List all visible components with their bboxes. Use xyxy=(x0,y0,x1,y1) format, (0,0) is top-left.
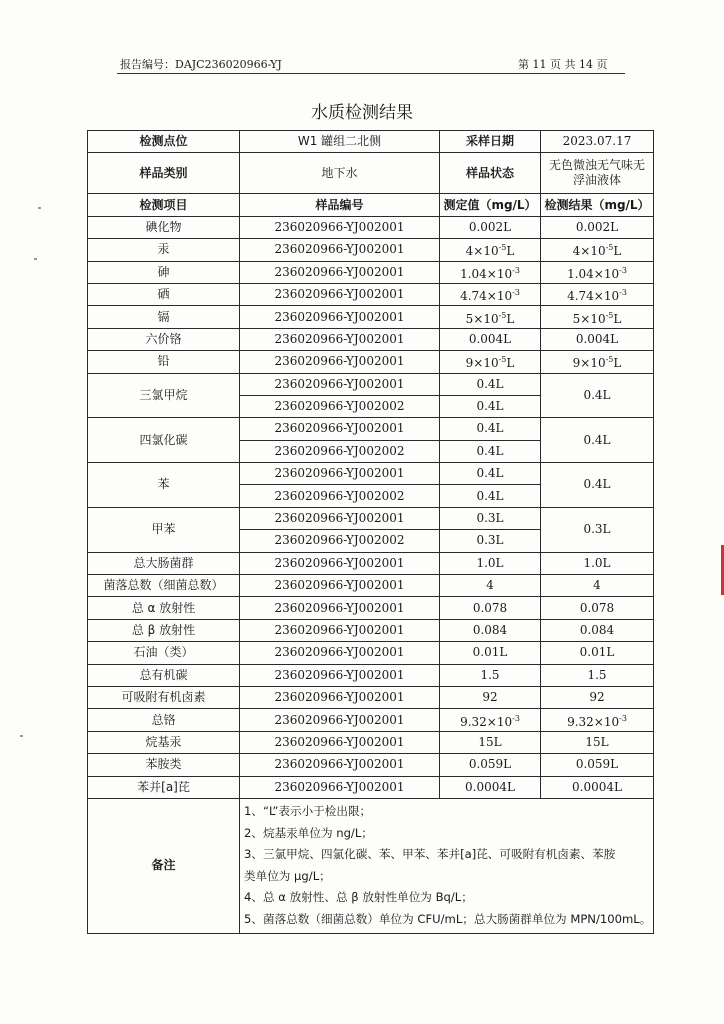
item-name: 可吸附有机卤素 xyxy=(88,686,240,708)
table-row xyxy=(88,216,654,238)
measured-value: 4 xyxy=(440,575,541,597)
notes-row xyxy=(88,798,654,933)
site-value: W1 罐组二北侧 xyxy=(240,131,440,153)
results-table xyxy=(87,130,654,934)
table-row xyxy=(88,686,654,708)
sample-id: 236020966-YJ002001 xyxy=(240,597,440,619)
table-row xyxy=(88,575,654,597)
table-row xyxy=(88,597,654,619)
item-name: 硒 xyxy=(88,283,240,305)
item-name: 碘化物 xyxy=(88,216,240,238)
sample-id: 236020966-YJ002001 xyxy=(240,328,440,350)
sample-id: 236020966-YJ002001 xyxy=(240,709,440,731)
item-name: 砷 xyxy=(88,261,240,283)
info-row-category xyxy=(88,153,654,194)
scan-speck xyxy=(38,207,41,209)
measured-value: $5\times 10^{-5}L$ xyxy=(440,306,541,328)
result-value: $5\times 10^{-5}L$ xyxy=(541,306,654,328)
table-row xyxy=(88,507,654,529)
table-row xyxy=(88,642,654,664)
sample-id: 236020966-YJ002002 xyxy=(240,395,440,417)
sample-id: 236020966-YJ002001 xyxy=(240,754,440,776)
sample-id: 236020966-YJ002001 xyxy=(240,731,440,753)
sample-id: 236020966-YJ002001 xyxy=(240,642,440,664)
state-value-line2: 浮油液体 xyxy=(572,173,621,188)
result-value: 4 xyxy=(541,575,654,597)
measured-value: 0.4L xyxy=(440,485,541,507)
info-row-site xyxy=(88,131,654,153)
sample-id: 236020966-YJ002001 xyxy=(240,664,440,686)
date-label: 采样日期 xyxy=(440,131,541,153)
sample-id: 236020966-YJ002001 xyxy=(240,552,440,574)
item-name: 总有机碳 xyxy=(88,664,240,686)
measured-value: 1.0L xyxy=(440,552,541,574)
sample-id: 236020966-YJ002001 xyxy=(240,507,440,529)
result-value: 0.3L xyxy=(541,507,654,552)
table-row xyxy=(88,664,654,686)
result-value: 0.01L xyxy=(541,642,654,664)
measured-value: 15L xyxy=(440,731,541,753)
result-value: 1.5 xyxy=(541,664,654,686)
item-name: 石油（类） xyxy=(88,642,240,664)
col-header-sample-id: 样品编号 xyxy=(240,194,440,216)
note-line: 3、三氯甲烷、四氯化碳、苯、甲苯、苯并[a]芘、可吸附有机卤素、苯胺 xyxy=(244,847,616,862)
measured-value: 0.002L xyxy=(440,216,541,238)
result-value: $1.04\times 10^{-3}$ xyxy=(541,261,654,283)
result-value: $9.32\times 10^{-3}$ xyxy=(541,709,654,731)
sample-id: 236020966-YJ002002 xyxy=(240,440,440,462)
result-value: $4\times 10^{-5}L$ xyxy=(541,239,654,261)
result-value: 0.004L xyxy=(541,328,654,350)
item-name: 烷基汞 xyxy=(88,731,240,753)
result-value: 0.084 xyxy=(541,619,654,641)
measured-value: 0.4L xyxy=(440,373,541,395)
measured-value: 0.4L xyxy=(440,463,541,485)
result-value: 1.0L xyxy=(541,552,654,574)
note-line: 类单位为 μg/L； xyxy=(244,868,331,883)
item-name: 苯 xyxy=(88,463,240,508)
table-row xyxy=(88,463,654,485)
table-row xyxy=(88,306,654,328)
measured-value: $1.04\times 10^{-3}$ xyxy=(440,261,541,283)
measured-value: 1.5 xyxy=(440,664,541,686)
measured-value: $4\times 10^{-5}L$ xyxy=(440,239,541,261)
sample-id: 236020966-YJ002001 xyxy=(240,351,440,373)
measured-value: $9.32\times 10^{-3}$ xyxy=(440,709,541,731)
sample-id: 236020966-YJ002001 xyxy=(240,283,440,305)
item-name: 总 β 放射性 xyxy=(88,619,240,641)
table-row xyxy=(88,373,654,395)
table-row xyxy=(88,351,654,373)
sample-id: 236020966-YJ002001 xyxy=(240,306,440,328)
note-line: 1、“L”表示小于检出限； xyxy=(244,803,372,818)
table-row xyxy=(88,239,654,261)
col-header-measured: 测定值（mg/L） xyxy=(440,194,541,216)
item-name: 总 α 放射性 xyxy=(88,597,240,619)
measured-value: 0.4L xyxy=(440,395,541,417)
result-value: $4.74\times 10^{-3}$ xyxy=(541,283,654,305)
sample-id: 236020966-YJ002001 xyxy=(240,686,440,708)
sample-id: 236020966-YJ002001 xyxy=(240,239,440,261)
result-value: 0.0004L xyxy=(541,776,654,798)
sample-id: 236020966-YJ002001 xyxy=(240,619,440,641)
item-name: 六价铬 xyxy=(88,328,240,350)
measured-value: $9\times 10^{-5}L$ xyxy=(440,351,541,373)
page-indicator: 第 11 页 共 14 页 xyxy=(518,58,608,71)
result-value: $9\times 10^{-5}L$ xyxy=(541,351,654,373)
table-row xyxy=(88,283,654,305)
item-name: 汞 xyxy=(88,239,240,261)
table-row xyxy=(88,552,654,574)
item-name: 总铬 xyxy=(88,709,240,731)
item-name: 总大肠菌群 xyxy=(88,552,240,574)
sample-id: 236020966-YJ002001 xyxy=(240,373,440,395)
result-value: 0.059L xyxy=(541,754,654,776)
measured-value: 0.078 xyxy=(440,597,541,619)
note-line: 2、烷基汞单位为 ng/L； xyxy=(244,825,373,840)
notes-label: 备注 xyxy=(88,798,240,933)
sample-id: 236020966-YJ002002 xyxy=(240,485,440,507)
col-header-item: 检测项目 xyxy=(88,194,240,216)
item-name: 菌落总数（细菌总数） xyxy=(88,575,240,597)
sample-id: 236020966-YJ002001 xyxy=(240,216,440,238)
table-row xyxy=(88,261,654,283)
item-name: 镉 xyxy=(88,306,240,328)
measured-value: 0.004L xyxy=(440,328,541,350)
note-line: 4、总 α 放射性、总 β 放射性单位为 Bq/L； xyxy=(244,890,473,905)
measured-value: 92 xyxy=(440,686,541,708)
result-value: 0.4L xyxy=(541,373,654,418)
table-row xyxy=(88,731,654,753)
item-name: 铅 xyxy=(88,351,240,373)
sample-id: 236020966-YJ002002 xyxy=(240,530,440,552)
result-value: 0.002L xyxy=(541,216,654,238)
report-number: 报告编号：DAJC236020966-YJ xyxy=(120,58,282,71)
state-value xyxy=(541,153,654,194)
scan-speck xyxy=(34,258,37,260)
state-value-line1: 无色微浊无气味无 xyxy=(548,158,645,173)
sample-id: 236020966-YJ002001 xyxy=(240,776,440,798)
page-title: 水质检测结果 xyxy=(311,103,413,123)
result-value: 15L xyxy=(541,731,654,753)
item-name: 甲苯 xyxy=(88,507,240,552)
result-value: 92 xyxy=(541,686,654,708)
result-value: 0.4L xyxy=(541,463,654,508)
table-row xyxy=(88,619,654,641)
measured-value: 0.084 xyxy=(440,619,541,641)
item-name: 苯胺类 xyxy=(88,754,240,776)
sample-id: 236020966-YJ002001 xyxy=(240,418,440,440)
measured-value: 0.3L xyxy=(440,530,541,552)
item-name: 苯并[a]芘 xyxy=(88,776,240,798)
result-value: 0.078 xyxy=(541,597,654,619)
item-name: 三氯甲烷 xyxy=(88,373,240,418)
sample-id: 236020966-YJ002001 xyxy=(240,463,440,485)
col-header-result: 检测结果（mg/L） xyxy=(541,194,654,216)
table-row xyxy=(88,418,654,440)
table-row xyxy=(88,709,654,731)
note-line: 5、菌落总数（细菌总数）单位为 CFU/mL；总大肠菌群单位为 MPN/100mL。 xyxy=(244,911,652,926)
header-rule xyxy=(117,73,625,74)
measured-value: 0.01L xyxy=(440,642,541,664)
notes-text xyxy=(240,798,654,933)
state-label: 样品状态 xyxy=(440,153,541,194)
measured-value: 0.3L xyxy=(440,507,541,529)
date-value: 2023.07.17 xyxy=(541,131,654,153)
measured-value: 0.0004L xyxy=(440,776,541,798)
table-row xyxy=(88,328,654,350)
measured-value: $4.74\times 10^{-3}$ xyxy=(440,283,541,305)
sample-id: 236020966-YJ002001 xyxy=(240,261,440,283)
table-row xyxy=(88,754,654,776)
scan-speck xyxy=(20,735,23,737)
category-value: 地下水 xyxy=(240,153,440,194)
site-label: 检测点位 xyxy=(88,131,240,153)
result-value: 0.4L xyxy=(541,418,654,463)
table-row xyxy=(88,776,654,798)
measured-value: 0.4L xyxy=(440,440,541,462)
measured-value: 0.4L xyxy=(440,418,541,440)
category-label: 样品类别 xyxy=(88,153,240,194)
measured-value: 0.059L xyxy=(440,754,541,776)
sample-id: 236020966-YJ002001 xyxy=(240,575,440,597)
item-name: 四氯化碳 xyxy=(88,418,240,463)
column-header-row xyxy=(88,194,654,216)
